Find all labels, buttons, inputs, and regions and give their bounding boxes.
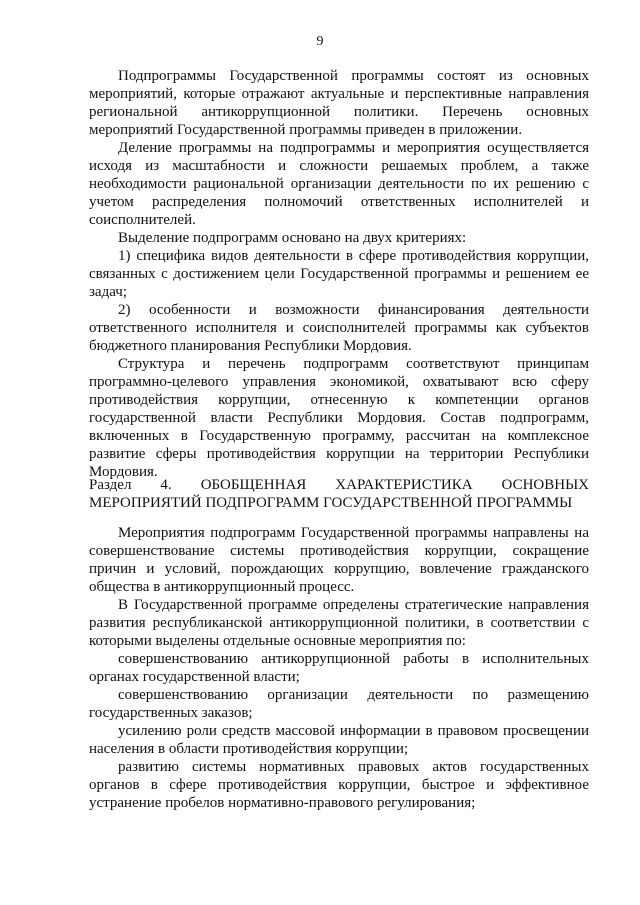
paragraph: Структура и перечень подпрограмм соответствуют принципам программно-целевого управления экономикой, охватывают всю сферу противодействия коррупции, отнесенную к компетенции органов государственной власти Республики Мордовия. Состав подпрограмм, включенных в Государственную программу, рассчитан на комплексное развитие сферы противодействия коррупции на территории Республики Мордовия. (89, 356, 589, 480)
paragraph: Деление программы на подпрограммы и мероприятия осуществляется исходя из масштабности и сложности решаемых проблем, а также необходимости рациональной организации деятельности по их решению с учетом распределения полномочий ответственных исполнителей и соисполнителей. (89, 140, 589, 228)
list-item: совершенствованию организации деятельности по размещению государственных заказов; (89, 687, 589, 721)
page-number: 9 (316, 34, 324, 49)
section-heading-line-2: МЕРОПРИЯТИЙ ПОДПРОГРАММ ГОСУДАРСТВЕННОЙ ПРОГРАММЫ (89, 495, 573, 511)
list-item: совершенствованию антикоррупционной работы в исполнительных органах государственной власти; (89, 651, 589, 685)
section-3-body (89, 67, 589, 481)
paragraph: В Государственной программе определены стратегические направления развития республиканской антикоррупционной политики, в соответствии с которыми выделены отдельные основные мероприятия по: (89, 597, 589, 649)
list-item: развитию системы нормативных правовых актов государственных органов в сфере противодействия коррупции, быстрое и эффективное устранение пробелов нормативно-правового регулирования; (89, 759, 589, 811)
paragraph: Подпрограммы Государственной программы состоят из основных мероприятий, которые отражают актуальные и перспективные направления региональной антикоррупционной политики. Перечень основных мероприятий Государственной программы приведен в приложении. (89, 68, 589, 138)
list-item: 2) особенности и возможности финансирования деятельности ответственного исполнителя и соисполнителей программы как субъектов бюджетного планирования Республики Мордовия. (89, 302, 589, 354)
list-item: усилению роли средств массовой информации в правовом просвещении населения в области противодействия коррупции; (89, 723, 589, 757)
list-item: 1) специфика видов деятельности в сфере противодействия коррупции, связанных с достижением цели Государственной программы и решением ее задач; (89, 248, 589, 300)
section-heading-line-1: Раздел 4. ОБОБЩЕННАЯ ХАРАКТЕРИСТИКА ОСНОВНЫХ (89, 477, 589, 493)
paragraph: Мероприятия подпрограмм Государственной программы направлены на совершенствование системы противодействия коррупции, сокращение причин и условий, порождающих коррупцию, вовлечение гражданского общества в антикоррупционный процесс. (89, 525, 589, 595)
section-4-body (89, 524, 589, 812)
paragraph: Выделение подпрограмм основано на двух критериях: (118, 230, 467, 246)
